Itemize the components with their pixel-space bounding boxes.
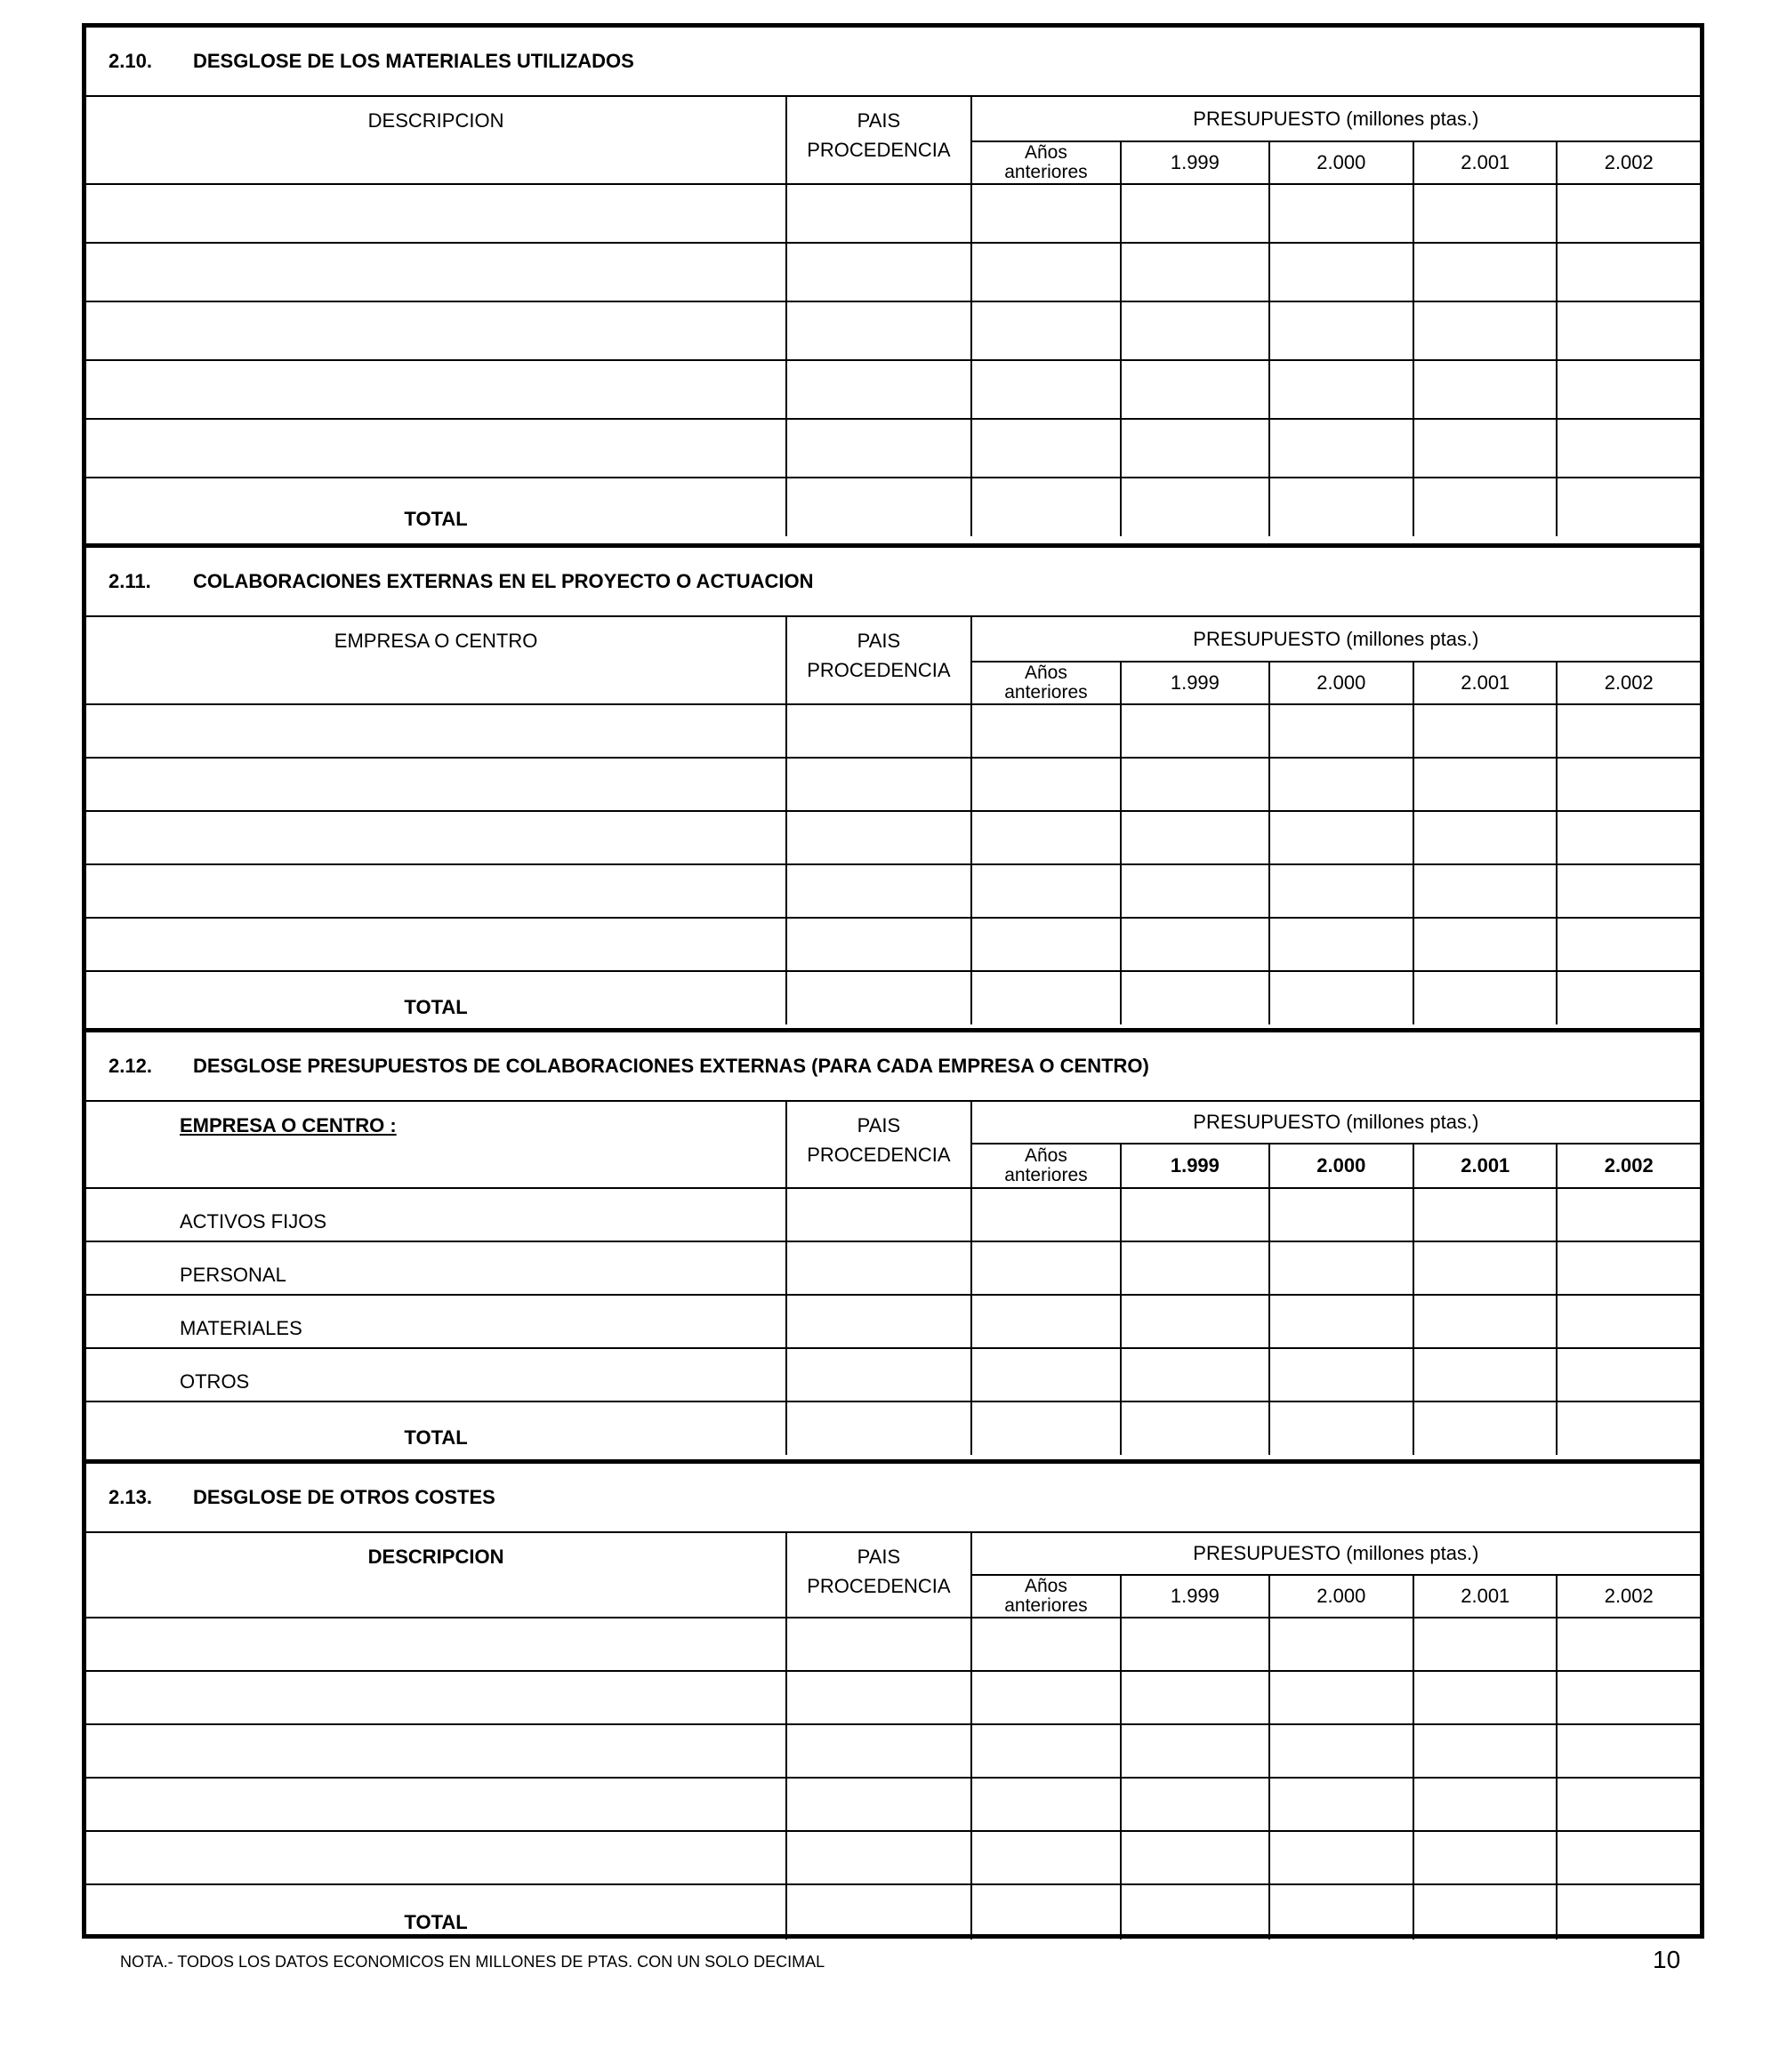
column-header-year: 2.000 xyxy=(1269,1144,1413,1188)
input-cell[interactable] xyxy=(1557,864,1700,918)
input-cell[interactable] xyxy=(786,1618,971,1671)
input-cell[interactable] xyxy=(786,864,971,918)
total-cell[interactable] xyxy=(1557,1401,1700,1455)
input-cell[interactable] xyxy=(1269,811,1413,864)
procedencia-label: PROCEDENCIA xyxy=(807,1575,951,1597)
column-header-year: 2.001 xyxy=(1413,1144,1557,1188)
input-cell[interactable] xyxy=(1121,864,1268,918)
row-label: PERSONAL xyxy=(180,1264,286,1286)
total-row xyxy=(86,1401,1700,1455)
column-header-year: 2.001 xyxy=(1413,662,1557,704)
input-cell[interactable] xyxy=(1413,419,1557,478)
input-cell[interactable] xyxy=(1121,704,1268,758)
pais-label: PAIS xyxy=(857,630,901,652)
input-cell[interactable] xyxy=(786,184,971,243)
input-cell[interactable] xyxy=(971,243,1121,301)
header-row xyxy=(86,617,1700,662)
table-row xyxy=(86,184,1700,243)
input-cell[interactable] xyxy=(1413,1724,1557,1778)
input-cell[interactable] xyxy=(1269,301,1413,360)
input-cell[interactable] xyxy=(1121,1618,1268,1671)
total-cell[interactable] xyxy=(786,1884,971,1939)
total-row xyxy=(86,478,1700,536)
section-number: 2.10. xyxy=(109,50,152,72)
input-cell[interactable] xyxy=(1413,301,1557,360)
row-label-cell[interactable] xyxy=(86,1618,786,1671)
input-cell[interactable] xyxy=(1557,758,1700,811)
total-label: TOTAL xyxy=(86,478,786,536)
table-row xyxy=(86,1671,1700,1724)
column-header-anos-anteriores xyxy=(971,662,1121,704)
column-header-pais xyxy=(786,97,971,184)
column-header-pais xyxy=(786,617,971,704)
input-cell[interactable] xyxy=(1269,1671,1413,1724)
pais-label: PAIS xyxy=(857,109,901,132)
input-cell[interactable] xyxy=(786,758,971,811)
input-cell[interactable] xyxy=(786,704,971,758)
column-header-text: EMPRESA O CENTRO : xyxy=(180,1114,397,1136)
row-label-cell[interactable] xyxy=(86,1295,786,1348)
input-cell[interactable] xyxy=(1557,1778,1700,1831)
anteriores-label: anteriores xyxy=(1004,1595,1088,1616)
input-cell[interactable] xyxy=(786,301,971,360)
input-cell[interactable] xyxy=(786,1241,971,1295)
input-cell[interactable] xyxy=(1269,1295,1413,1348)
row-label: MATERIALES xyxy=(180,1317,302,1339)
input-cell[interactable] xyxy=(1269,419,1413,478)
section-number: 2.12. xyxy=(109,1055,152,1077)
table-row xyxy=(86,864,1700,918)
section-colaboraciones xyxy=(86,543,1700,1028)
section-heading: DESGLOSE DE OTROS COSTES xyxy=(193,1486,495,1508)
input-cell[interactable] xyxy=(971,1618,1121,1671)
section-title xyxy=(86,1032,1700,1102)
input-cell[interactable] xyxy=(1413,704,1557,758)
input-cell[interactable] xyxy=(1557,1188,1700,1241)
total-cell[interactable] xyxy=(786,1401,971,1455)
section-heading: DESGLOSE DE LOS MATERIALES UTILIZADOS xyxy=(193,50,634,72)
input-cell[interactable] xyxy=(786,1831,971,1884)
input-cell[interactable] xyxy=(1413,864,1557,918)
section-otros-costes xyxy=(86,1459,1700,1939)
total-cell[interactable] xyxy=(1413,1401,1557,1455)
row-label-cell[interactable] xyxy=(86,1348,786,1401)
total-cell[interactable] xyxy=(1557,1884,1700,1939)
input-cell[interactable] xyxy=(1413,1618,1557,1671)
input-cell[interactable] xyxy=(1121,1778,1268,1831)
input-cell[interactable] xyxy=(1269,1618,1413,1671)
budget-table xyxy=(86,617,1700,1024)
row-label-cell[interactable] xyxy=(86,360,786,419)
table-row xyxy=(86,1295,1700,1348)
total-row xyxy=(86,1884,1700,1939)
header-row xyxy=(86,1102,1700,1144)
total-cell[interactable] xyxy=(1269,478,1413,536)
table-row xyxy=(86,918,1700,971)
column-header-description xyxy=(86,1102,786,1188)
input-cell[interactable] xyxy=(1121,243,1268,301)
row-label: OTROS xyxy=(180,1370,250,1393)
total-cell[interactable] xyxy=(971,1401,1121,1455)
table-row xyxy=(86,1831,1700,1884)
input-cell[interactable] xyxy=(971,1188,1121,1241)
input-cell[interactable] xyxy=(971,1724,1121,1778)
total-cell[interactable] xyxy=(1269,971,1413,1024)
column-header-description xyxy=(86,1533,786,1618)
column-header-year: 2.001 xyxy=(1413,1575,1557,1618)
input-cell[interactable] xyxy=(1121,360,1268,419)
footer-note: NOTA.- TODOS LOS DATOS ECONOMICOS EN MILLONES DE PTAS. CON UN SOLO DECIMAL xyxy=(120,1953,825,1971)
column-header-presupuesto: PRESUPUESTO (millones ptas.) xyxy=(971,1533,1700,1575)
section-heading: DESGLOSE PRESUPUESTOS DE COLABORACIONES EXTERNAS (PARA CADA EMPRESA O CENTRO) xyxy=(193,1055,1149,1077)
input-cell[interactable] xyxy=(971,758,1121,811)
input-cell[interactable] xyxy=(1121,1348,1268,1401)
input-cell[interactable] xyxy=(1557,704,1700,758)
budget-form xyxy=(82,23,1704,1939)
header-row xyxy=(86,1533,1700,1575)
row-label-cell[interactable] xyxy=(86,1831,786,1884)
table-row xyxy=(86,758,1700,811)
column-header-anos-anteriores xyxy=(971,1575,1121,1618)
input-cell[interactable] xyxy=(1557,1724,1700,1778)
anteriores-label: anteriores xyxy=(1004,682,1088,703)
input-cell[interactable] xyxy=(1269,1348,1413,1401)
input-cell[interactable] xyxy=(1121,1724,1268,1778)
total-cell[interactable] xyxy=(786,478,971,536)
total-row xyxy=(86,971,1700,1024)
input-cell[interactable] xyxy=(786,360,971,419)
column-header-text: DESCRIPCION xyxy=(367,1546,504,1568)
row-label-cell[interactable] xyxy=(86,704,786,758)
total-cell[interactable] xyxy=(971,478,1121,536)
input-cell[interactable] xyxy=(1269,918,1413,971)
row-label-cell[interactable] xyxy=(86,1671,786,1724)
table-row xyxy=(86,243,1700,301)
pais-label: PAIS xyxy=(857,1114,901,1136)
input-cell[interactable] xyxy=(786,1295,971,1348)
budget-table xyxy=(86,1102,1700,1455)
input-cell[interactable] xyxy=(1269,1778,1413,1831)
input-cell[interactable] xyxy=(1557,1241,1700,1295)
input-cell[interactable] xyxy=(1269,758,1413,811)
section-desglose-colaboraciones xyxy=(86,1028,1700,1459)
input-cell[interactable] xyxy=(1269,184,1413,243)
section-number: 2.11. xyxy=(109,570,151,592)
total-cell[interactable] xyxy=(1413,478,1557,536)
total-cell[interactable] xyxy=(1121,478,1268,536)
input-cell[interactable] xyxy=(971,1778,1121,1831)
total-cell[interactable] xyxy=(1121,1401,1268,1455)
row-label-cell[interactable] xyxy=(86,811,786,864)
row-label-cell[interactable] xyxy=(86,918,786,971)
column-header-presupuesto: PRESUPUESTO (millones ptas.) xyxy=(971,97,1700,141)
input-cell[interactable] xyxy=(1121,1295,1268,1348)
input-cell[interactable] xyxy=(971,1831,1121,1884)
input-cell[interactable] xyxy=(1269,1724,1413,1778)
page-number: 10 xyxy=(1653,1946,1681,1973)
input-cell[interactable] xyxy=(1413,758,1557,811)
section-title xyxy=(86,28,1700,97)
input-cell[interactable] xyxy=(1121,1831,1268,1884)
input-cell[interactable] xyxy=(1269,864,1413,918)
table-row xyxy=(86,1724,1700,1778)
input-cell[interactable] xyxy=(1269,360,1413,419)
input-cell[interactable] xyxy=(971,419,1121,478)
column-header-year: 2.002 xyxy=(1557,1144,1700,1188)
input-cell[interactable] xyxy=(1413,1295,1557,1348)
total-cell[interactable] xyxy=(1413,1884,1557,1939)
row-label-cell[interactable] xyxy=(86,243,786,301)
budget-table xyxy=(86,1533,1700,1939)
input-cell[interactable] xyxy=(1269,243,1413,301)
input-cell[interactable] xyxy=(971,864,1121,918)
total-cell[interactable] xyxy=(1269,1401,1413,1455)
procedencia-label: PROCEDENCIA xyxy=(807,1144,951,1166)
row-label-cell[interactable] xyxy=(86,184,786,243)
total-label: TOTAL xyxy=(86,971,786,1024)
total-cell[interactable] xyxy=(786,971,971,1024)
anteriores-label: anteriores xyxy=(1004,162,1088,182)
input-cell[interactable] xyxy=(1557,1618,1700,1671)
input-cell[interactable] xyxy=(1121,184,1268,243)
row-label-cell[interactable] xyxy=(86,1724,786,1778)
input-cell[interactable] xyxy=(1413,1671,1557,1724)
table-row xyxy=(86,1241,1700,1295)
column-header-description xyxy=(86,97,786,184)
input-cell[interactable] xyxy=(971,811,1121,864)
section-number: 2.13. xyxy=(109,1486,152,1508)
column-header-pais xyxy=(786,1102,971,1188)
column-header-year: 2.002 xyxy=(1557,141,1700,184)
anteriores-label: anteriores xyxy=(1004,1165,1088,1185)
input-cell[interactable] xyxy=(1557,1295,1700,1348)
total-label: TOTAL xyxy=(86,1401,786,1455)
input-cell[interactable] xyxy=(786,1671,971,1724)
input-cell[interactable] xyxy=(1557,811,1700,864)
column-header-year: 1.999 xyxy=(1121,1144,1268,1188)
input-cell[interactable] xyxy=(786,1348,971,1401)
row-label-cell[interactable] xyxy=(86,301,786,360)
total-cell[interactable] xyxy=(971,1884,1121,1939)
input-cell[interactable] xyxy=(1557,360,1700,419)
procedencia-label: PROCEDENCIA xyxy=(807,139,951,161)
input-cell[interactable] xyxy=(1121,301,1268,360)
column-header-presupuesto: PRESUPUESTO (millones ptas.) xyxy=(971,617,1700,662)
input-cell[interactable] xyxy=(1269,1831,1413,1884)
column-header-pais xyxy=(786,1533,971,1618)
input-cell[interactable] xyxy=(786,811,971,864)
input-cell[interactable] xyxy=(1121,1241,1268,1295)
section-title xyxy=(86,548,1700,617)
table-row xyxy=(86,1188,1700,1241)
column-header-anos-anteriores xyxy=(971,141,1121,184)
header-row xyxy=(86,97,1700,141)
input-cell[interactable] xyxy=(971,704,1121,758)
row-label-cell[interactable] xyxy=(86,758,786,811)
column-header-text: DESCRIPCION xyxy=(367,109,504,132)
procedencia-label: PROCEDENCIA xyxy=(807,659,951,681)
input-cell[interactable] xyxy=(1413,184,1557,243)
input-cell[interactable] xyxy=(1557,1831,1700,1884)
input-cell[interactable] xyxy=(1121,1188,1268,1241)
column-header-year: 1.999 xyxy=(1121,1575,1268,1618)
column-header-year: 2.000 xyxy=(1269,141,1413,184)
column-header-presupuesto: PRESUPUESTO (millones ptas.) xyxy=(971,1102,1700,1144)
input-cell[interactable] xyxy=(1121,918,1268,971)
table-row xyxy=(86,1618,1700,1671)
input-cell[interactable] xyxy=(1413,360,1557,419)
input-cell[interactable] xyxy=(1121,758,1268,811)
row-label-cell[interactable] xyxy=(86,1778,786,1831)
input-cell[interactable] xyxy=(1557,301,1700,360)
row-label-cell[interactable] xyxy=(86,1241,786,1295)
column-header-year: 2.000 xyxy=(1269,1575,1413,1618)
budget-table xyxy=(86,97,1700,536)
column-header-year: 1.999 xyxy=(1121,141,1268,184)
input-cell[interactable] xyxy=(1557,1348,1700,1401)
total-cell[interactable] xyxy=(971,971,1121,1024)
input-cell[interactable] xyxy=(786,918,971,971)
anos-label: Años xyxy=(1024,1145,1067,1166)
column-header-year: 2.001 xyxy=(1413,141,1557,184)
anos-label: Años xyxy=(1024,1576,1067,1596)
input-cell[interactable] xyxy=(971,184,1121,243)
input-cell[interactable] xyxy=(1557,1671,1700,1724)
input-cell[interactable] xyxy=(1413,918,1557,971)
column-header-year: 1.999 xyxy=(1121,662,1268,704)
input-cell[interactable] xyxy=(971,1241,1121,1295)
input-cell[interactable] xyxy=(1413,1831,1557,1884)
column-header-year: 2.000 xyxy=(1269,662,1413,704)
table-row xyxy=(86,811,1700,864)
input-cell[interactable] xyxy=(1121,419,1268,478)
input-cell[interactable] xyxy=(971,301,1121,360)
anos-label: Años xyxy=(1024,663,1067,683)
table-row xyxy=(86,360,1700,419)
input-cell[interactable] xyxy=(1269,1241,1413,1295)
row-label-cell[interactable] xyxy=(86,864,786,918)
total-cell[interactable] xyxy=(1413,971,1557,1024)
input-cell[interactable] xyxy=(786,243,971,301)
input-cell[interactable] xyxy=(1121,1671,1268,1724)
total-cell[interactable] xyxy=(1121,971,1268,1024)
column-header-anos-anteriores xyxy=(971,1144,1121,1188)
row-label-cell[interactable] xyxy=(86,419,786,478)
input-cell[interactable] xyxy=(1413,1188,1557,1241)
input-cell[interactable] xyxy=(1413,811,1557,864)
pais-label: PAIS xyxy=(857,1546,901,1568)
table-row xyxy=(86,1348,1700,1401)
section-materiales xyxy=(86,28,1700,543)
column-header-year: 2.002 xyxy=(1557,1575,1700,1618)
input-cell[interactable] xyxy=(1557,918,1700,971)
total-cell[interactable] xyxy=(1269,1884,1413,1939)
input-cell[interactable] xyxy=(971,1671,1121,1724)
input-cell[interactable] xyxy=(786,1778,971,1831)
table-row xyxy=(86,419,1700,478)
input-cell[interactable] xyxy=(786,1724,971,1778)
input-cell[interactable] xyxy=(971,1295,1121,1348)
input-cell[interactable] xyxy=(1557,419,1700,478)
input-cell[interactable] xyxy=(971,360,1121,419)
input-cell[interactable] xyxy=(1269,1188,1413,1241)
total-cell[interactable] xyxy=(1121,1884,1268,1939)
column-header-text: EMPRESA O CENTRO xyxy=(334,630,538,652)
input-cell[interactable] xyxy=(1269,704,1413,758)
input-cell[interactable] xyxy=(971,918,1121,971)
input-cell[interactable] xyxy=(786,419,971,478)
table-row xyxy=(86,1778,1700,1831)
column-header-description xyxy=(86,617,786,704)
input-cell[interactable] xyxy=(786,1188,971,1241)
total-cell[interactable] xyxy=(1557,478,1700,536)
total-label: TOTAL xyxy=(86,1884,786,1939)
row-label: ACTIVOS FIJOS xyxy=(180,1210,327,1233)
table-row xyxy=(86,704,1700,758)
input-cell[interactable] xyxy=(1413,1348,1557,1401)
anos-label: Años xyxy=(1024,142,1067,163)
input-cell[interactable] xyxy=(1413,1778,1557,1831)
input-cell[interactable] xyxy=(1557,243,1700,301)
input-cell[interactable] xyxy=(1413,1241,1557,1295)
column-header-year: 2.002 xyxy=(1557,662,1700,704)
section-heading: COLABORACIONES EXTERNAS EN EL PROYECTO O ACTUACION xyxy=(193,570,814,592)
section-title xyxy=(86,1464,1700,1533)
input-cell[interactable] xyxy=(1413,243,1557,301)
input-cell[interactable] xyxy=(971,1348,1121,1401)
input-cell[interactable] xyxy=(1121,811,1268,864)
table-row xyxy=(86,301,1700,360)
total-cell[interactable] xyxy=(1557,971,1700,1024)
input-cell[interactable] xyxy=(1557,184,1700,243)
row-label-cell[interactable] xyxy=(86,1188,786,1241)
